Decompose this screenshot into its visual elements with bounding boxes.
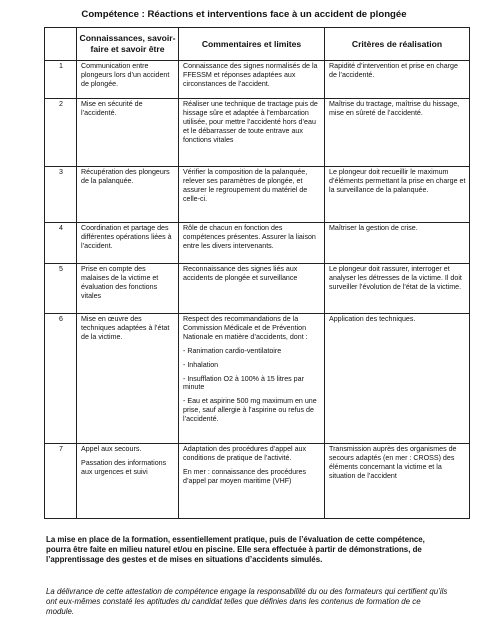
table-row [45,61,470,99]
criteres-paragraph: Maîtrise du tractage, maîtrise du hissage, mise en sûreté de l’accidenté. [329,100,460,117]
connaissances-paragraph: Passation des informations aux urgences et suivi [81,458,167,476]
cell-commentaires [179,99,325,167]
table-row [45,99,470,167]
row-number: 1 [45,61,77,99]
commentaires-paragraph: - Eau et aspirine 500 mg maximum en une prise, sauf allergie à l’aspirine ou refus de l’accidenté. [183,397,317,424]
table-row [45,223,470,264]
cell-criteres [325,264,470,314]
connaissances-paragraph: Mise en sécurité de l’accidenté. [81,100,143,117]
cell-connaissances [77,99,179,167]
cell-criteres [325,314,470,444]
cell-connaissances [77,314,179,444]
cell-criteres [325,99,470,167]
criteres-paragraph: Le plongeur doit recueillir le maximum d’éléments permettant la prise en charge et la surveillance de la palanquée. [329,168,466,194]
cell-connaissances [77,223,179,264]
cell-criteres [325,167,470,223]
commentaires-paragraph: - Ranimation cardio-ventilatoire [183,346,282,355]
connaissances-paragraph: Appel aux secours. [81,445,142,453]
header-criteres: Critères de réalisation [325,28,470,61]
commentaires-paragraph: Vérifier la composition de la palanquée, relever ses paramètres de plongée, et assurer le regroupement du matériel de celle-ci. [183,168,308,203]
cell-criteres [325,223,470,264]
table-row [45,444,470,519]
header-commentaires: Commentaires et limites [179,28,325,61]
cell-connaissances [77,264,179,314]
table-row [45,264,470,314]
criteres-paragraph: Application des techniques. [329,315,416,323]
training-note: La mise en place de la formation, essentiellement pratique, puis de l’évaluation de cette compétence, pourra être faite en milieu naturel et/ou en piscine. Elle sera effectuée à partir de démonstrations, de l’apprentissage des gestes et de mises en situations d’accidents simulés. [46,535,425,564]
criteres-paragraph: Transmission auprès des organismes de secours adaptés (en mer : CROSS) des éléments concernant la victime et la situation de l’accident [329,445,457,480]
connaissances-paragraph: Communication entre plongeurs lors d’un accident de plongée. [81,62,170,88]
cell-commentaires [179,223,325,264]
header-num [45,28,77,61]
competence-table [44,27,470,519]
page-title: Compétence : Réactions et interventions face à un accident de plongée [81,9,407,20]
cell-connaissances [77,167,179,223]
cell-commentaires [179,167,325,223]
criteres-paragraph: Rapidité d’intervention et prise en charge de l’accidenté. [329,62,458,79]
row-number: 3 [45,167,77,223]
row-number: 5 [45,264,77,314]
commentaires-paragraph: En mer : connaissance des procédures d’appel par moyen maritime (VHF) [183,467,307,485]
connaissances-paragraph: Récupération des plongeurs de la palanquée. [81,168,170,185]
cell-commentaires [179,61,325,99]
commentaires-paragraph: Rôle de chacun en fonction des compétences présentes. Assurer la liaison entre les divers intervenants. [183,224,316,250]
table-row [45,167,470,223]
header-row [45,28,470,61]
commentaires-paragraph: Réaliser une technique de tractage puis de hissage sûre et adaptée à l’embarcation utilisée, pour mettre l’accidenté hors d’eau et le débarrasser de toute entrave aux fonctions vitales [183,100,318,144]
cell-commentaires [179,264,325,314]
row-number: 2 [45,99,77,167]
commentaires-paragraph: - Insufflation O2 à 100% à 15 litres par minute [183,374,304,392]
header-connaissances: Connaissances, savoir-faire et savoir être [77,28,179,61]
cell-criteres [325,444,470,519]
cell-connaissances [77,444,179,519]
cell-criteres [325,61,470,99]
table-row [45,314,470,444]
connaissances-paragraph: Prise en compte des malaises de la victime et évaluation des fonctions vitales [81,265,159,300]
cell-commentaires [179,444,325,519]
row-number: 4 [45,223,77,264]
row-number: 7 [45,444,77,519]
commentaires-paragraph: Connaissance des signes normalisés de la FFESSM et réponses adaptées aux circonstances de l’accident. [183,62,318,88]
cell-connaissances [77,61,179,99]
commentaires-paragraph: Reconnaissance des signes liés aux accidents de plongée et surveillance [183,265,298,282]
commentaires-paragraph: Adaptation des procédures d’appel aux conditions de pratique de l’activité. [183,445,307,462]
responsibility-note: La délivrance de cette attestation de compétence engage la responsabilité du ou des formateurs qui certifient qu’ils ont eux-mêmes constaté les aptitudes du candidat telles que définies dans les contenus de formation de ce module. [46,587,448,616]
row-number: 6 [45,314,77,444]
connaissances-paragraph: Mise en œuvre des techniques adaptées à l’état de la victime. [81,315,170,341]
commentaires-paragraph: - Inhalation [183,360,219,369]
connaissances-paragraph: Coordination et partage des différentes opérations liées à l’accident. [81,224,172,250]
cell-commentaires [179,314,325,444]
criteres-paragraph: Maîtriser la gestion de crise. [329,224,418,232]
criteres-paragraph: Le plongeur doit rassurer, interroger et analyser les détresses de la victime. Il doit surveiller l’évolution de l’état de la victime. [329,265,462,291]
commentaires-paragraph: Respect des recommandations de la Commission Médicale et de Prévention Nationale en matière d’accidents, dont : [183,315,308,341]
